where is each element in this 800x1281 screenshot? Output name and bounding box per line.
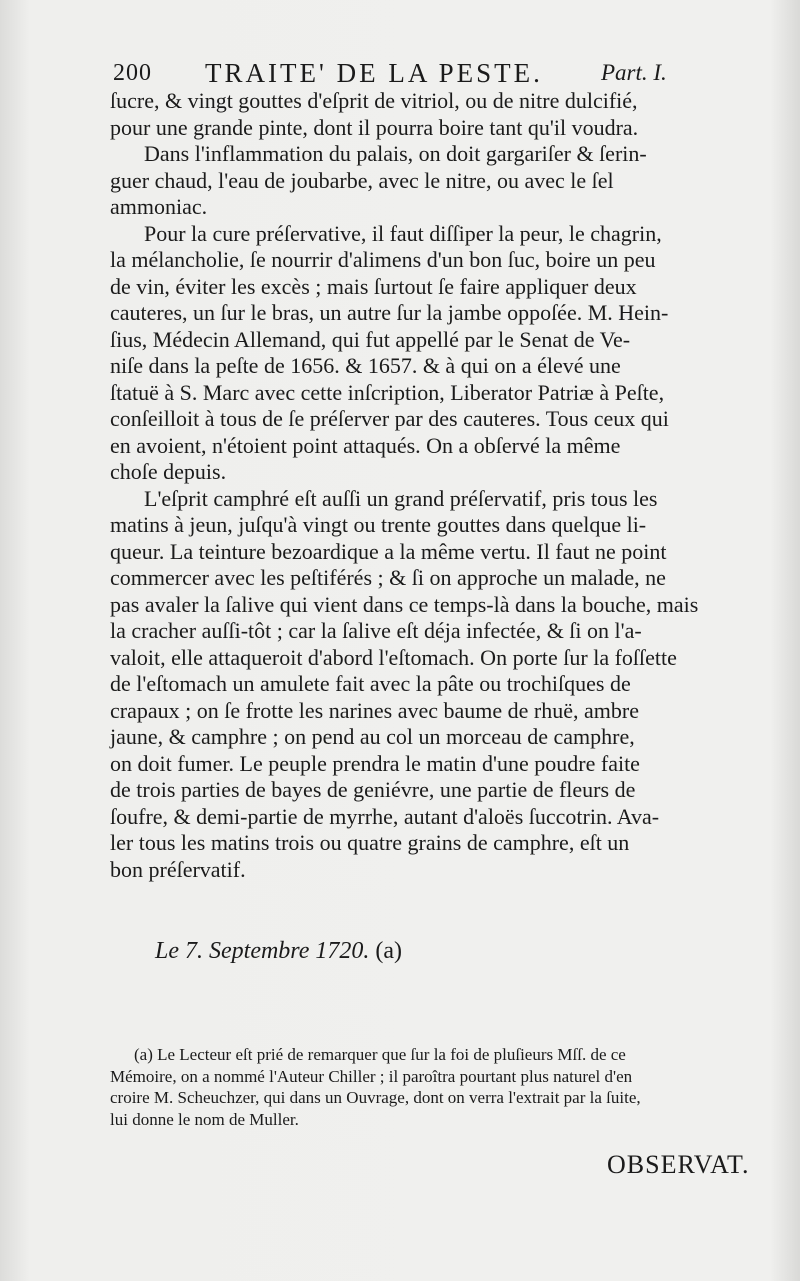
text-line: ſius, Médecin Allemand, qui fut appellé par le Senat de Ve-	[110, 326, 631, 352]
footnote-line: lui donne le nom de Muller.	[110, 1109, 299, 1129]
date-text: Le 7. Septembre 1720.	[155, 938, 370, 964]
text-line: jaune, & camphre ; on pend au col un morceau de camphre,	[110, 724, 635, 749]
footnote-reference: (a)	[375, 938, 403, 964]
text-line: de vin, éviter les excès ; mais ſurtout ſe faire appliquer deux	[110, 273, 637, 299]
text-line: valoit, elle attaqueroit d'abord l'eſtomach. On porte ſur la foſſette	[110, 644, 677, 670]
text-line: ſoufre, & demi-partie de myrrhe, autant d'aloës ſuccotrin. Ava-	[110, 803, 660, 829]
text-line: queur. La teinture bezoardique a la même vertu. Il faut ne point	[110, 538, 667, 564]
text-line: ſtatuë à S. Marc avec cette inſcription, Liberator Patriæ à Peſte,	[110, 379, 665, 405]
footnote-line: croire M. Scheuchzer, qui dans un Ouvrage, dont on verra l'extrait par la ſuite,	[110, 1088, 641, 1107]
text-line: matins à jeun, juſqu'à vingt ou trente gouttes dans quelque li-	[110, 512, 647, 537]
text-line: commercer avec les peſtiférés ; & ſi on approche un malade, ne	[110, 565, 666, 590]
text-line: L'eſprit camphré eſt auſſi un grand préſervatif, pris tous les	[144, 485, 658, 511]
catchword: OBSERVAT.	[607, 1150, 750, 1179]
running-title: TRAITE' DE LA PESTE.	[205, 58, 543, 88]
text-line: niſe dans la peſte de 1656. & 1657. & à qui on a élevé une	[110, 353, 621, 378]
part-label: Part. I.	[601, 60, 667, 85]
text-line: la cracher auſſi-tôt ; car la ſalive eſt déja infectée, & ſi on l'a-	[110, 618, 642, 643]
text-line: choſe depuis.	[110, 459, 227, 484]
text-line: pour une grande pinte, dont il pourra boire tant qu'il voudra.	[110, 114, 639, 140]
text-line: la mélancholie, ſe nourrir d'alimens d'un bon ſuc, boire un peu	[110, 247, 656, 272]
text-line: de l'eſtomach un amulete fait avec la pâte ou trochiſques de	[110, 671, 631, 696]
footnote	[110, 1044, 774, 1130]
text-line: pas avaler la ſalive qui vient dans ce temps-là dans la bouche, mais	[110, 591, 699, 617]
text-line: de trois parties de bayes de geniévre, une partie de fleurs de	[110, 777, 636, 802]
text-line: Pour la cure préſervative, il faut diſſiper la peur, le chagrin,	[144, 220, 662, 246]
dateline	[155, 938, 402, 965]
page-number: 200	[113, 60, 152, 86]
text-line: on doit fumer. Le peuple prendra le matin d'une poudre faite	[110, 750, 640, 776]
text-line: ſucre, & vingt gouttes d'eſprit de vitriol, ou de nitre dulcifié,	[110, 88, 638, 113]
footnote-line: Mémoire, on a nommé l'Auteur Chiller ; il paroîtra pourtant plus naturel d'en	[110, 1066, 633, 1086]
text-line: Dans l'inflammation du palais, on doit gargariſer & ſerin-	[144, 141, 647, 166]
footnote-line: (a) Le Lecteur eſt prié de remarquer que ſur la foi de pluſieurs Mſſ. de ce	[134, 1045, 626, 1064]
text-line: crapaux ; on ſe frotte les narines avec baume de rhuë, ambre	[110, 697, 639, 723]
text-line: cauteres, un ſur le bras, un autre ſur la jambe oppoſée. M. Hein-	[110, 300, 669, 325]
text-line: conſeilloit à tous de ſe préſerver par des cauteres. Tous ceux qui	[110, 406, 669, 431]
text-line: ler tous les matins trois ou quatre grains de camphre, eſt un	[110, 830, 630, 855]
main-text	[110, 88, 774, 883]
text-line: ammoniac.	[110, 194, 208, 219]
text-line: bon préſervatif.	[110, 856, 246, 882]
running-header	[113, 58, 683, 90]
text-line: guer chaud, l'eau de joubarbe, avec le nitre, ou avec le ſel	[110, 167, 614, 193]
text-line: en avoient, n'étoient point attaqués. On a obſervé la même	[110, 432, 621, 458]
